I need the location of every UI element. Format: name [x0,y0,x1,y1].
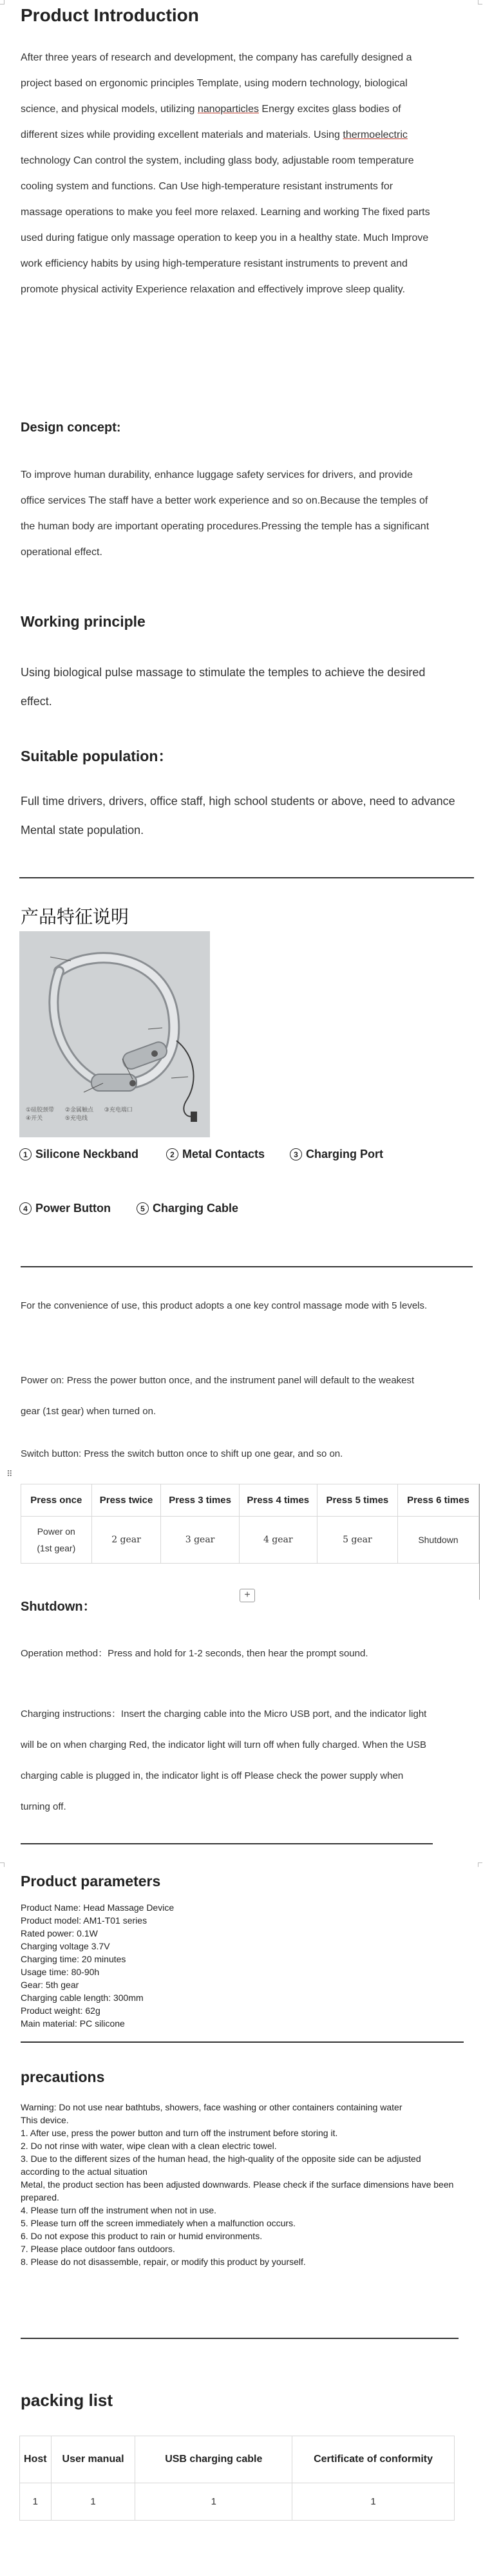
table-cell: 1 [292,2483,455,2521]
precaution-item: 5. Please turn off the screen immediately when a malfunction occurs. [21,2218,296,2228]
switch-button-text: Switch button: Press the switch button once to shift up one gear, and so on. [21,1448,343,1459]
precaution-item: 4. Please turn off the instrument when not in use. [21,2205,217,2215]
table-cell: 4 gear [239,1517,317,1564]
features-title: 产品特征说明 [21,906,129,927]
intro-text: technology Can control the system, including glass body, adjustable room temperature cooling system and functions. Can Use high-temperature resistant instruments for massage operations to make you feel more relaxed. Learning and working The fixed parts used during fatigue only massage operation to keep you in a healthy state. Much Improve work efficiency habits by using high-temperature resistant instruments to prevent and promote physical activity Experience relaxation and effectively improve sleep quality. [21,155,430,295]
working-principle-text: Using biological pulse massage to stimulate the temples to achieve the desired effect. [21,666,426,708]
parameter-item: Rated power: 0.1W [21,1928,98,1938]
number-circle-icon: 1 [19,1148,32,1160]
suitable-population-text: Full time drivers, drivers, office staff, high school students or above, need to advance Mental state population. [21,795,455,837]
diagram-legend [26,1106,206,1123]
legend-label: Charging Cable [153,1202,239,1215]
table-cell: 3 gear [161,1517,239,1564]
section-divider [19,877,474,878]
packing-list-title: packing list [21,2391,113,2410]
intro-text: Energy excites glass bodies of different sizes while providing excellent materials and materials. Using [21,104,401,140]
intro-term-nanoparticles: nanoparticles [197,104,259,115]
diagram-legend-item: ④开关 [26,1115,43,1122]
table-cell: 1 [51,2483,135,2521]
intro-paragraph [21,45,433,303]
corner-mark [0,1862,5,1867]
section-divider [21,1843,433,1844]
number-circle-icon: 4 [19,1202,32,1215]
table-header: Press 5 times [317,1484,397,1517]
diagram-legend-item: ①硅胶颈带 [26,1107,55,1113]
table-row [20,2436,455,2483]
precaution-item: 8. Please do not disassemble, repair, or modify this product by yourself. [21,2257,306,2267]
legend-label: Metal Contacts [182,1148,265,1160]
gear-table [21,1484,479,1564]
intro-title: Product Introduction [21,5,199,25]
add-row-button[interactable]: + [240,1589,255,1602]
number-circle-icon: 5 [137,1202,149,1215]
table-resize-handle[interactable] [479,1484,480,1600]
legend-charging-port [290,1148,383,1161]
drag-handle-icon[interactable]: ⠿ [6,1470,13,1479]
precaution-item: 3. Due to the different sizes of the human head, the high-quality of the opposite side can be adjusted according to the actual situation [21,2154,421,2177]
parameter-item: Charging voltage 3.7V [21,1941,110,1951]
legend-label: Power Button [35,1202,111,1215]
parameter-item: Usage time: 80-90h [21,1967,100,1977]
shutdown-title: Shutdown： [21,1600,96,1614]
power-on-text: Power on: Press the power button once, and the instrument panel will default to the weakest gear (1st gear) when turned on. [21,1375,415,1417]
section-divider [21,2338,459,2339]
precaution-item: 2. Do not rinse with water, wipe clean with a clean electric towel. [21,2141,277,2151]
diagram-legend-item: ②金属触点 [64,1107,93,1113]
table-header: Host [20,2436,52,2483]
charging-instructions-text: Charging instructions：Insert the charging cable into the Micro USB port, and the indicator light will be on when charging Red, the indicator light will turn off when fully charged. When the USB charging cable is plugged in, the indicator light is off Please check the power supply when turning off. [21,1709,427,1812]
section-divider [21,1266,473,1267]
precaution-item: Warning: Do not use near bathtubs, showers, face washing or other containers containing water [21,2102,402,2112]
precautions-list [21,2101,459,2268]
number-circle-icon: 3 [290,1148,302,1160]
table-header: Press 6 times [397,1484,478,1517]
table-header: Press once [21,1484,92,1517]
parameter-item: Product model: AM1-T01 series [21,1915,147,1926]
parameter-item: Main material: PC silicone [21,2018,125,2029]
legend-power-button [19,1202,111,1215]
table-row [20,2483,455,2521]
corner-mark [478,1862,482,1867]
table-header: User manual [51,2436,135,2483]
parameter-item: Charging cable length: 300mm [21,1993,144,2003]
intro-text: After three years of research and development, the company has carefully designed a project based on ergonomic principles Template, using modern technology, biological science, and physical models, utilizing [21,52,412,115]
parameter-item: Gear: 5th gear [21,1980,79,1990]
legend-charging-cable [137,1202,238,1215]
operation-intro-text: For the convenience of use, this product adopts a one key control massage mode with 5 levels. [21,1300,428,1311]
legend-label: Charging Port [306,1148,383,1160]
table-cell: 1 [20,2483,52,2521]
precautions-title: precautions [21,2069,105,2085]
table-row [21,1517,479,1564]
working-principle-title: Working principle [21,613,146,630]
shutdown-text: Operation method：Press and hold for 1-2 seconds, then hear the prompt sound. [21,1648,368,1659]
precaution-item: 6. Do not expose this product to rain or humid environments. [21,2231,263,2241]
design-concept-title: Design concept: [21,421,121,435]
parameters-list [21,1901,459,2030]
suitable-population-title: Suitable population： [21,748,173,764]
table-header: Press twice [91,1484,161,1517]
precaution-item: Metal, the product section has been adjusted downwards. Please check if the surface dimensions have been prepared. [21,2179,454,2202]
product-parameters-title: Product parameters [21,1873,161,1889]
table-cell: 2 gear [91,1517,161,1564]
corner-mark [478,0,482,5]
table-header: Certificate of conformity [292,2436,455,2483]
table-cell: Shutdown [397,1517,478,1564]
diagram-legend-item: ③充电端口 [104,1107,133,1113]
corner-mark [0,0,5,5]
table-cell: 5 gear [317,1517,397,1564]
table-header: USB charging cable [135,2436,292,2483]
diagram-legend-item: ⑤充电线 [64,1115,88,1122]
precaution-item: 1. After use, press the power button and turn off the instrument before storing it. [21,2128,338,2138]
precaution-item: This device. [21,2115,69,2125]
table-cell: Power on (1st gear) [21,1517,92,1564]
intro-term-thermoelectric: thermoelectric [343,129,408,140]
parameter-item: Charging time: 20 minutes [21,1954,126,1964]
parameter-item: Product Name: Head Massage Device [21,1902,175,1913]
table-header: Press 4 times [239,1484,317,1517]
legend-silicone-neckband [19,1148,138,1161]
legend-metal-contacts [166,1148,265,1161]
section-divider [21,2041,464,2043]
legend-label: Silicone Neckband [35,1148,139,1160]
table-row [21,1484,479,1517]
number-circle-icon: 2 [166,1148,178,1160]
table-cell: 1 [135,2483,292,2521]
product-diagram [19,931,210,1137]
table-header: Press 3 times [161,1484,239,1517]
packing-table [19,2436,455,2521]
precaution-item: 7. Please place outdoor fans outdoors. [21,2244,175,2254]
parameter-item: Product weight: 62g [21,2005,100,2016]
design-concept-text: To improve human durability, enhance luggage safety services for drivers, and provide office services The staff have a better work experience and so on.Because the temples of the human body are important operating procedures.Pressing the temple has a significant operational effect. [21,469,430,558]
